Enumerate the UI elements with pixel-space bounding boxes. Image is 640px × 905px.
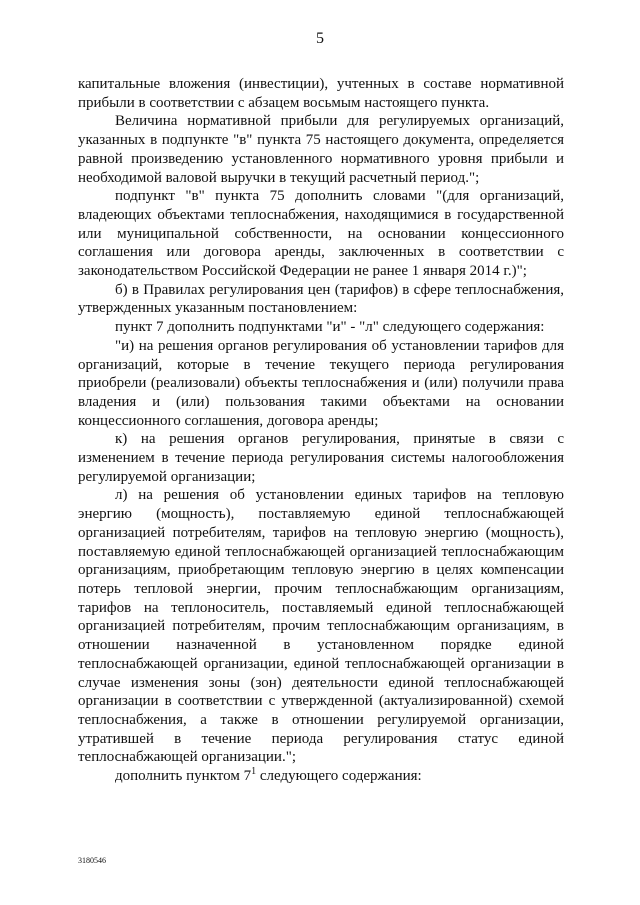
paragraph: к) на решения органов регулирования, принятые в связи с изменением в течение периода регулирования системы налогообложения регулируемой организации; bbox=[78, 431, 564, 485]
paragraph: "и) на решения органов регулирования об установлении тарифов для организаций, которые в течение текущего периода регулирования приобрели (реализовали) объекты теплоснабжения и (или) получили права владения и (или) пользования такими объектами на основании концессионного соглашения, договора аренды; bbox=[78, 337, 564, 429]
page-number: 5 bbox=[316, 30, 324, 47]
paragraph: капитальные вложения (инвестиции), учтенных в составе нормативной прибыли в соответствии с абзацем восьмым настоящего пункта. bbox=[78, 76, 564, 111]
paragraph: л) на решения об установлении единых тарифов на тепловую энергию (мощность), поставляемую единой теплоснабжающей организацией потребителям, тарифов на тепловую энергию (мощность), поставляемую единой теплоснабжающей организацией теплоснабжающим организациям, приобретающим тепловую энергию в целях компенсации потерь тепловой энергии, прочим теплоснабжающим организациям, тарифов на теплоноситель, поставляемый единой теплоснабжающей организацией потребителям, прочим теплоснабжающим организациям, в отношении назначенной в установленном порядке единой теплоснабжающей организации, единой теплоснабжающей организации в случае изменения зоны (зон) деятельности единой теплоснабжающей организации в соответствии с утвержденной (актуализированной) схемой теплоснабжения, а также в отношении регулируемой организации, утратившей в течение периода регулирования статус единой теплоснабжающей организации."; bbox=[78, 487, 564, 766]
paragraph-last bbox=[78, 767, 564, 786]
paragraph: пункт 7 дополнить подпунктами "и" - "л" следующего содержания: bbox=[115, 319, 545, 336]
paragraph: б) в Правилах регулирования цен (тарифов) в сфере теплоснабжения, утвержденных указанным постановлением: bbox=[78, 281, 564, 317]
document-body bbox=[78, 75, 564, 786]
document-code: 3180546 bbox=[78, 856, 106, 865]
last-line-before: дополнить пунктом 7 bbox=[115, 768, 252, 785]
paragraph: Величина нормативной прибыли для регулируемых организаций, указанных в подпункте "в" пункта 75 настоящего документа, определяется равной произведению установленного нормативного уровня прибыли и необходимой валовой выручки в текущий расчетный период."; bbox=[78, 113, 564, 186]
superscript-marker: 1 bbox=[251, 766, 257, 778]
paragraph: подпункт "в" пункта 75 дополнить словами "(для организаций, владеющих объектами теплоснабжения, находящимися в государственной или муниципальной собственности, на основании концессионного соглашения или договора аренды, заключенных в соответствии с законодательством Российской Федерации не ранее 1 января 2014 г.)"; bbox=[78, 188, 564, 280]
last-line-after: следующего содержания: bbox=[256, 768, 422, 785]
